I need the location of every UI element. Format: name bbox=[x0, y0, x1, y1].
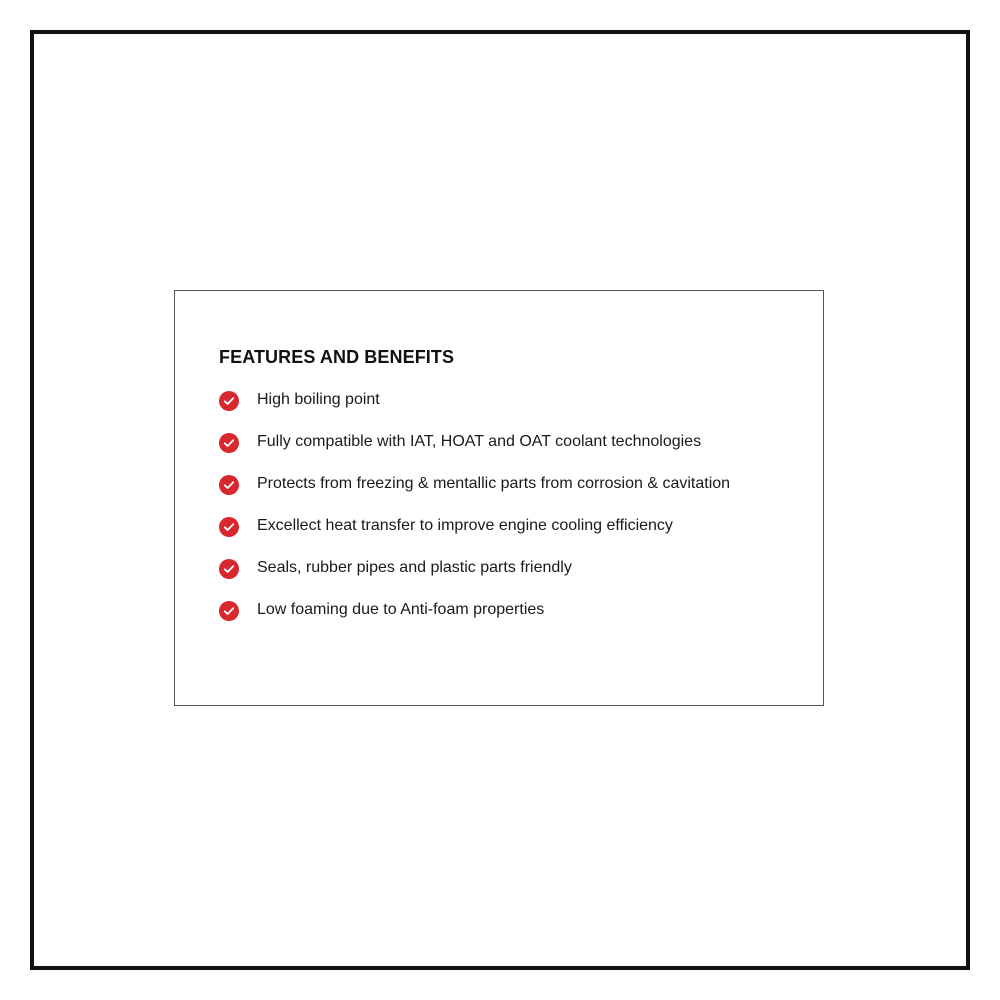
check-circle-icon bbox=[219, 517, 239, 537]
list-item bbox=[219, 555, 779, 581]
card-title: FEATURES AND BENEFITS bbox=[219, 347, 455, 367]
feature-list bbox=[219, 387, 779, 639]
check-circle-icon bbox=[219, 433, 239, 453]
list-item bbox=[219, 597, 779, 623]
list-item bbox=[219, 513, 779, 539]
check-circle-icon bbox=[219, 475, 239, 495]
list-item bbox=[219, 471, 779, 497]
check-circle-icon bbox=[219, 559, 239, 579]
feature-text: Protects from freezing & mentallic parts from corrosion & cavitation bbox=[257, 475, 731, 492]
check-circle-icon bbox=[219, 391, 239, 411]
feature-text: Seals, rubber pipes and plastic parts friendly bbox=[257, 559, 572, 576]
list-item bbox=[219, 429, 779, 455]
feature-text: Excellect heat transfer to improve engine cooling efficiency bbox=[257, 517, 673, 534]
feature-text: High boiling point bbox=[257, 391, 380, 408]
check-circle-icon bbox=[219, 601, 239, 621]
features-card bbox=[174, 290, 824, 706]
feature-text: Fully compatible with IAT, HOAT and OAT coolant technologies bbox=[257, 433, 702, 450]
list-item bbox=[219, 387, 779, 413]
feature-text: Low foaming due to Anti-foam properties bbox=[257, 601, 545, 618]
